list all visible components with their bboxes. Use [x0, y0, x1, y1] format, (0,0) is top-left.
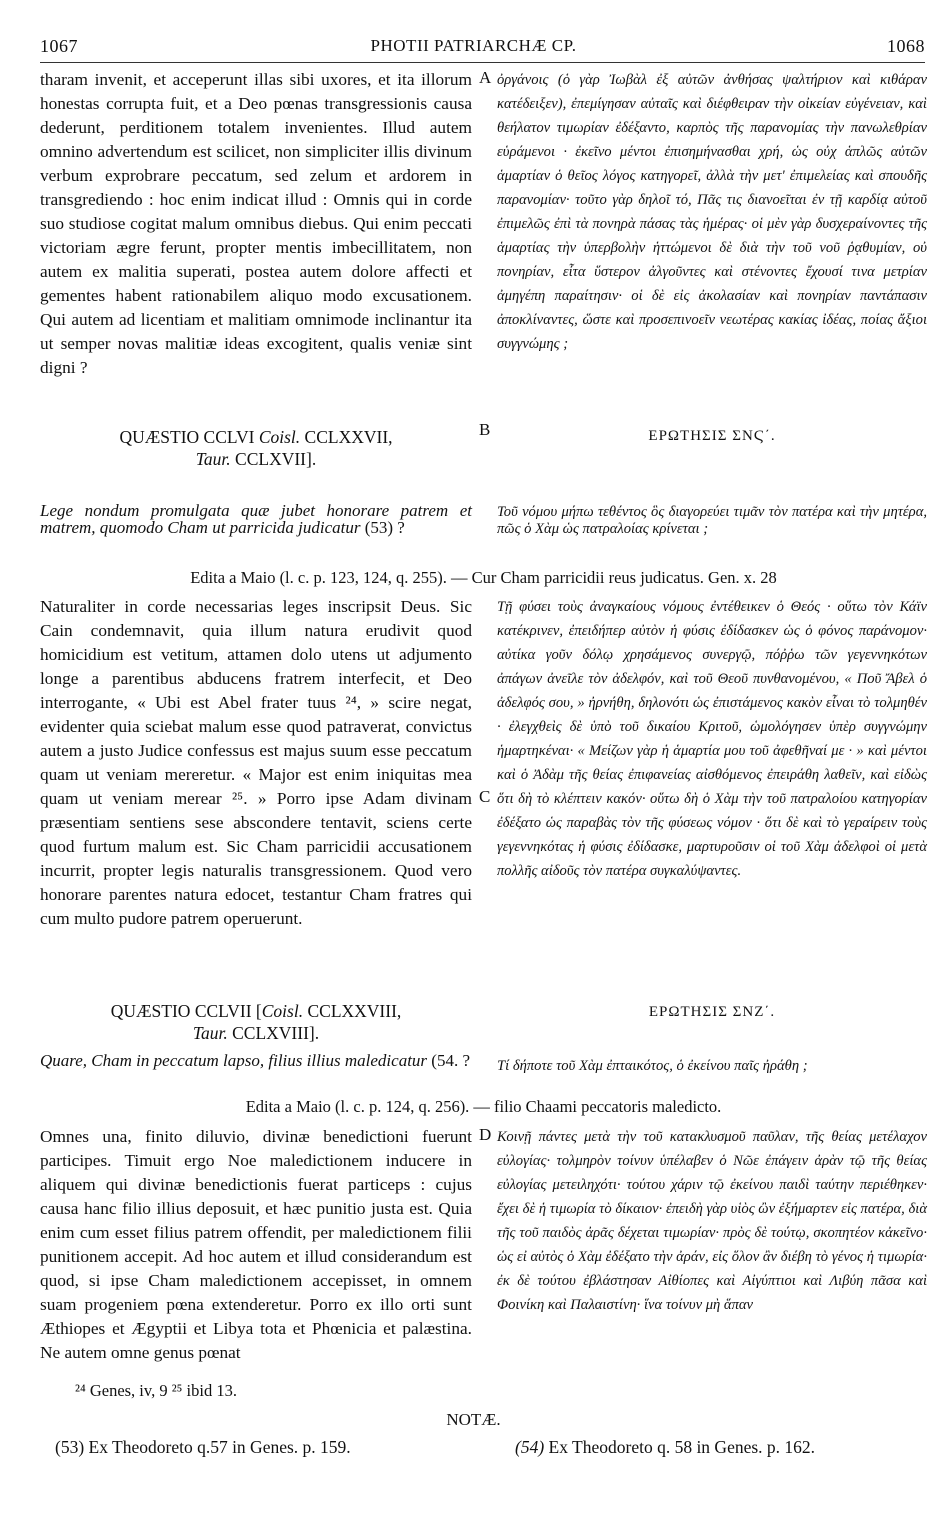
- question-257-latin-text: Omnes una, finito diluvio, divinæ benedictioni fuerunt participes. Timuit ergo Noe maledictionem inducere in aliquem qui divinæ benedictionis fuerat particeps : cujus causa hanc filio illius deposuit, et hæc punitio justa est. Quia enim cum esset filius patrem offendit, per maledictionem filii punitionem accepit. Ad hoc autem et illud considerandum est quod, si ipse Cham maledictionem accepisset, in omnem suam progeniem pœna extenderetur. Porro ex illo orti sunt Æthiopes et Ægyptii et Libya tota et Phœnicia et palæstina. Ne autem omne genus pœnat: [40, 1127, 472, 1362]
- margin-marker-b: B: [479, 420, 491, 439]
- margin-marker-a: A: [479, 68, 492, 87]
- question-257-greek-title: ΕΡΩΤΗΣΙΣ ΣΝΖ΄.: [648, 1004, 776, 1020]
- greek-text-continuation: ὀργάνοις (ὁ γὰρ Ἰωβὰλ ἐξ αὐτῶν ἀνθήσας ψαλτήριον καὶ κιθάραν κατέδειξεν), ἐπεμίγησαν αὐταῖς καὶ διέφθειραν τὴν οἰκείαν εὐγένειαν, καὶ θεήλατον τιμωρίαν ἐδέξαντο, καρπὸς τῆς παρανομίας τὴν πανωλεθρίαν εὑράμενοι · ἐκεῖνο μέντοι ἐπισημήνασθαι χρή, ὡς οὐχ ἁπλῶς αὐτῶν ἁμαρτίαν ὁ θεῖος λόγος κατηγορεῖ, ἀλλὰ τὴν μετ' ἐπιμελείας καὶ σπουδῆς παρανομίαν· τοῦτο γὰρ δηλοῖ τό, Πᾶς τις διανοεῖται ἐν τῇ καρδίᾳ αὐτοῦ ἐπιμελῶς ἐπὶ τὰ πονηρὰ πάσας τὰς ἡμέρας· οἱ μὲν γὰρ δυσχεραίνοντες τῆς ἁμαρτίας τὴν ὑπερβολὴν ἡττώμενοι δὲ διὰ τὴν τοῦ νοῦ ῥᾳθυμίαν, οὐ πονηρίαν, εἶτα ὕστερον ἀλγοῦντες καὶ στένοντες ἔχουσί τινα μετρίαν ἀμηγέπη παραίτησιν· οἱ δὲ εἰς ἀκολασίαν καὶ πονηρίαν παντάπασιν ἀποκλίναντες, ὥστε καὶ προσεπινοεῖν νεωτέρας κακίας ἰδέας, ποίας ἄξιοι συγγνώμης ;: [497, 72, 927, 352]
- question-256-latin-text: Naturaliter in corde necessarias leges inscripsit Deus. Sic Cain condemnavit, quia illum natura erudivit quod homicidium est vetitum, attamen dolo utens ut adjumento longe a parentibus abducens fratrem interfecit, et Deo interrogante, « Ubi est Abel frater tuus ²⁴, » scire negat, evidenter quia sciebat malum esse quod patraverat, convictus autem a justo Judice confessus est majus suum esse peccatum quam ut veniam mereretur. « Major est enim iniquitas mea quam ut veniam merear ²⁵. » Porro ipse Adam divinam præsentiam sentiens sese abscondere tentavit, sciens certe quod furtum malum est. Sic Cham parricidii accusationem incurrit, propter legis naturalis transgressionem. Quod vero honorare parentes natura edocet, testantur Cham fratres qui cum multo pudore patrem operuerunt.: [40, 597, 472, 928]
- running-title: PHOTII PATRIARCHÆ CP.: [370, 36, 577, 55]
- column-number-left: 1067: [40, 36, 78, 56]
- header-rule: [40, 62, 925, 63]
- question-257-greek-heading: Τί δήποτε τοῦ Χὰμ ἐπταικότος, ὁ ἐκείνου παῖς ἠράθη ;: [497, 1058, 808, 1074]
- margin-marker-c: C: [479, 787, 491, 806]
- column-number-right: 1068: [887, 36, 925, 56]
- question-256-greek-text: Τῇ φύσει τοὺς ἀναγκαίους νόμους ἐντέθεικεν ὁ Θεός · οὕτω τὸν Κάϊν κατέκρινεν, ἐπειδήπερ αὐτὸν ἡ φύσις ἐδίδασκεν ὡς ὁ φόνος παράνομον· αὐτίκα γοῦν δόλῳ χρησάμενος συνεργῷ, πόῤῥω τῶν γεγεννηκότων ἀπάγων ἀνεῖλε τὸν ἀδελφόν, καὶ τοῦ Θεοῦ πυνθανομένου, « Ποῦ Ἄβελ ὁ ἀδελφός σου, » ἠρνήθη, δηλονότι ὡς ἐπιστάμενος κακὸν εἶναι τὸ τολμηθέν · ἐλεγχθεὶς δὲ ὑπὸ τοῦ δικαίου Κριτοῦ, ὡμολόγησεν ὑπὲρ συγγνώμην ἡμαρτηκέναι· « Μείζων γὰρ ἡ ἁμαρτία μου τοῦ ἀφεθῆναί με · » καὶ μέντοι καὶ ὁ Ἀδὰμ τῆς θείας ἐπιφανείας αἰσθόμενος ἐπειράθη λαθεῖν, καὶ εἰδὼς ὅτι δὴ τὸ κλέπτειν κακόν· οὕτω δὴ ὁ Χὰμ τὴν τοῦ πατραλοίου κατηγορίαν ἐδέξατο ὡς παραβὰς τὸν τῆς φύσεως νόμον · ὅτι δὲ καὶ τὸ γεραίρειν τοὺς γεγεννηκότας ἡ φύσις ἐδίδασκε, μαρτυροῦσιν οἱ τοῦ Χὰμ ἀδελφοὶ οἱ μετὰ πολλῆς αἰδοῦς τὸν πατέρα συγκαλύψαντες.: [497, 599, 927, 879]
- question-256-title: QUÆSTIO CCLVI Coisl. CCLXXVII, Taur. CCLXVII].: [119, 427, 393, 469]
- question-257-greek-text: Κοινῇ πάντες μετὰ τὴν τοῦ κατακλυσμοῦ παῦλαν, τῆς θείας μετέλαχον εὐλογίας· τολμηρὸν τοίνυν ὑπέλαβεν ὁ Νῶε ἐπάγειν ἀρὰν τῷ τῆς θείας εὐλογίας μετειληχότι· τούτου χάριν τῷ ἐκείνου παιδὶ ταύτην περιέθηκεν· ἔχει δὲ ἡ τιμωρία τὸ δίκαιον· ἐπειδὴ γὰρ υἱὸς ὢν ἐξήμαρτεν εἰς πατέρα, διὰ τῆς τοῦ παιδὸς ἀρᾶς δέχεται τιμωρίαν· πρὸς δὲ τούτῳ, σκοπητέον κἀκεῖνο· ὡς εἰ αὐτὸς ὁ Χὰμ ἐδέξατο τὴν ἀράν, εἰς ὅλον ἂν διέβη τὸ γένος ἡ τιμωρία· ἐκ δὲ τούτου ἐβλάστησαν Αἰθίοπες καὶ Αἰγύπτιοι καὶ Λιβύη πᾶσα καὶ Φοινίκη καὶ Παλαιστίνη· ἵνα τοίνυν μὴ ἅπαν: [497, 1129, 927, 1313]
- question-257-title: QUÆSTIO CCLVII [Coisl. CCLXXVIII, Taur. CCLXVIII].: [110, 1001, 402, 1043]
- question-257-edita-note: Edita a Maio (l. c. p. 124, q. 256). — filio Chaami peccatoris maledicto.: [245, 1097, 722, 1116]
- question-257-latin-heading: Quare, Cham in peccatum lapso, filius illius maledicatur (54. ?: [40, 1051, 471, 1070]
- notae-heading: NOTÆ.: [446, 1410, 501, 1429]
- note-54: (54) Ex Theodoreto q. 58 in Genes. p. 162.: [515, 1437, 816, 1457]
- scripture-footnote: ²⁴ Genes, iv, 9 ²⁵ ibid 13.: [75, 1381, 237, 1400]
- question-256-edita-note: Edita a Maio (l. c. p. 123, 124, q. 255). — Cur Cham parricidii reus judicatus. Gen. x. 28: [190, 568, 777, 587]
- margin-marker-d: D: [479, 1125, 492, 1144]
- question-256-greek-heading: Τοῦ νόμου μήπω τεθέντος ὃς διαγορεύει τιμᾶν τὸν πατέρα καὶ τὴν μητέρα, πῶς ὁ Χὰμ ὡς πατραλοίας κρίνεται ;: [497, 504, 927, 537]
- question-256-latin-heading: Lege nondum promulgata quæ jubet honorare patrem et matrem, quomodo Cham ut parricida judicatur (53) ?: [40, 501, 472, 537]
- note-53: (53) Ex Theodoreto q.57 in Genes. p. 159.: [55, 1437, 351, 1457]
- latin-text-continuation: tharam invenit, et acceperunt illas sibi uxores, et ita illorum honestas corrupta fuit, et a Deo pœnas transgressionis causa dederunt, perditionem totalem invenientes. Illud autem omnino advertendum est scilicet, non simpliciter illis divinum verbum exprobrare peccatum, sed zelum et ardorem in transgrediendo : hoc enim indicat illud : Omnis qui in corde suo studiose cogitat malum omnibus diebus. Qui enim peccati victoriam ægre ferunt, propter mentis imbecillitatem, non autem ex malitia superati, postea autem dolore affecti et gementes habent rationabilem aliquo modo excusationem. Qui autem ad licentiam et malitiam omnimode inclinantur ita ut semper novas malitiæ ideas excogitent, qualis veniæ sint digni ?: [40, 70, 472, 377]
- question-256-greek-title: ΕΡΩΤΗΣΙΣ ΣΝϚ΄.: [648, 428, 776, 444]
